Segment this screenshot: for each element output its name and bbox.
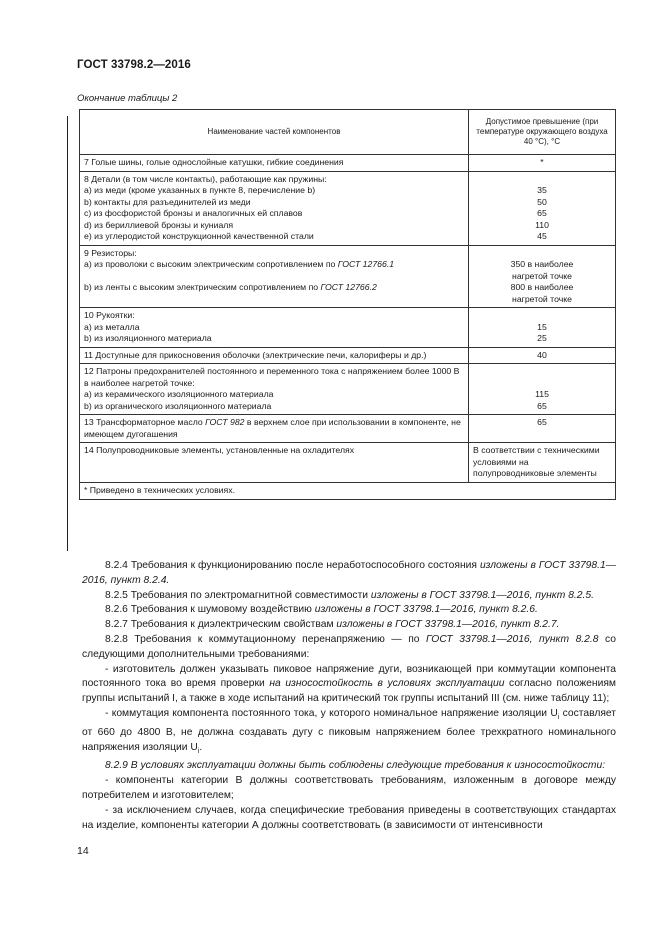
row9-b-value-1: 800 в наиболее xyxy=(510,282,574,292)
row8-d-value: 110 xyxy=(535,219,549,230)
row12-name xyxy=(80,364,469,415)
paragraph-8-2-7: 8.2.7 Требования к диэлектрическим свойствам изложены в ГОСТ 33798.1—2016, пункт 8.2.7. xyxy=(105,619,560,631)
row10-a: а) из металла xyxy=(84,321,140,332)
row9-values xyxy=(469,245,616,308)
row12-b-value: 65 xyxy=(537,400,547,411)
row9-name xyxy=(80,245,469,308)
table-row xyxy=(80,155,616,172)
row12-values xyxy=(469,364,616,415)
bullet-dc-switching: - коммутация компонента постоянного тока, у которого номинальное напряжение изоляции $U_i$ составляет от 660 до 4800 В, не должна создавать дугу с пиковым напряжением более трехкратного номинального напряжения изоляции $U_i$. xyxy=(82,707,617,755)
row8-b-value: 50 xyxy=(537,196,547,207)
table-row xyxy=(80,308,616,348)
row8-a: а) из меди (кроме указанных в пункте 8, перечисление b) xyxy=(84,185,316,195)
paragraph-8-2-9: 8.2.9 В условиях эксплуатации должны быть соблюдены следующие требования к износостойкости: xyxy=(105,760,606,772)
change-bar xyxy=(67,116,68,551)
table-row xyxy=(80,443,616,483)
col-header-name: Наименование частей компонентов xyxy=(80,110,469,155)
body-text xyxy=(82,559,616,833)
row9-b-value-2: нагретой точке xyxy=(512,293,572,304)
row14-value: В соответствии с техническими условиями на полупроводниковые элементы xyxy=(469,443,616,483)
row12-a-value: 115 xyxy=(535,389,549,399)
row13-value: 65 xyxy=(469,415,616,443)
row10-b: b) из изоляционного материала xyxy=(84,333,212,343)
table-header-row xyxy=(80,110,616,155)
paragraph-8-2-4: 8.2.4 Требования к функционированию после неработоспособного состояния изложены в ГОСТ 33798.1—2016, пункт 8.2.4. xyxy=(82,560,617,586)
row14-name: 14 Полупроводниковые элементы, установленные на охладителях xyxy=(80,443,469,483)
row8-c: c) из фосфористой бронзы и аналогичных ей сплавов xyxy=(84,208,303,218)
table-row xyxy=(80,245,616,308)
temperature-rise-table xyxy=(79,109,616,500)
row8-title: 8 Детали (в том числе контакты), работающие как пружины: xyxy=(84,173,327,184)
table-footnote-row xyxy=(80,483,616,500)
row9-a: а) из проволоки с высоким электрическим сопротивлением по ГОСТ 12766.1 xyxy=(84,259,395,269)
paragraph-8-2-8: 8.2.8 Требования к коммутационному перенапряжению — по ГОСТ 33798.1—2016, пункт 8.2.8 со следующими дополнительными требованиями: xyxy=(82,633,616,660)
row10-values xyxy=(469,308,616,348)
row7-name: 7 Голые шины, голые однослойные катушки, гибкие соединения xyxy=(80,155,469,172)
row11-name: 11 Доступные для прикосновения оболочки (электрические печи, калориферы и др.) xyxy=(80,347,469,364)
table-row xyxy=(80,347,616,364)
row12-a: а) из керамического изоляционного материала xyxy=(84,389,274,399)
bullet-arc-voltage: - изготовитель должен указывать пиковое напряжение дуги, возникающей при коммутации компонента постоянного тока во время проверки на износостойкость в условиях эксплуатации согласно положениям группы испытаний I, а также в ходе испытаний на критический ток группы испытаний III (см. ниже таблицу 11); xyxy=(82,663,617,705)
bullet-category-a: - за исключением случаев, когда специфические требования приведены в соответствующих стандартах на изделие, компоненты категории А должны соответствовать (в зависимости от интенсивности xyxy=(82,804,616,831)
row8-name xyxy=(80,171,469,245)
bullet-category-b: - компоненты категории В должны соответствовать требованиям, изложенным в договоре между потребителем и изготовителем; xyxy=(82,775,616,802)
row8-e-value: 45 xyxy=(537,231,547,241)
row8-d: d) из бериллиевой бронзы и куниаля xyxy=(84,219,234,230)
col-header-value: Допустимое превышение (при температуре окружающего воздуха 40 °С), °С xyxy=(469,110,616,155)
row8-c-value: 65 xyxy=(537,208,547,218)
row10-name xyxy=(80,308,469,348)
row9-a-value-2: нагретой точке xyxy=(512,270,572,281)
row10-a-value: 15 xyxy=(537,321,547,332)
row7-value: * xyxy=(469,155,616,172)
table-footnote: * Приведено в технических условиях. xyxy=(80,483,616,500)
paragraph-8-2-6: 8.2.6 Требования к шумовому воздействию изложены в ГОСТ 33798.1—2016, пункт 8.2.6. xyxy=(105,604,538,616)
table-caption: Окончание таблицы 2 xyxy=(77,93,178,104)
table-row xyxy=(80,415,616,443)
row13-name: 13 Трансформаторное масло ГОСТ 982 в верхнем слое при использовании в компоненте, не имеющем дугогашения xyxy=(80,415,469,443)
row9-title: 9 Резисторы: xyxy=(84,247,137,258)
row12-b: b) из органического изоляционного материала xyxy=(84,400,272,411)
row8-values xyxy=(469,171,616,245)
paragraph-8-2-5: 8.2.5 Требования по электромагнитной совместимости изложены в ГОСТ 33798.1—2016, пункт 8.2.5. xyxy=(105,589,594,601)
row8-e: e) из углеродистой конструкционной качественной стали xyxy=(84,231,314,241)
row10-title: 10 Рукоятки: xyxy=(84,310,135,320)
page-number: 14 xyxy=(77,845,89,857)
table-row xyxy=(80,364,616,415)
row8-b: b) контакты для разъединителей из меди xyxy=(84,196,251,207)
row12-title: 12 Патроны предохранителей постоянного и переменного тока с напряжением более 1000 В в наиболее нагретой точке: xyxy=(84,366,460,388)
table-row xyxy=(80,171,616,245)
row9-b: b) из ленты с высоким электрическим сопротивлением по ГОСТ 12766.2 xyxy=(84,282,377,292)
row11-value: 40 xyxy=(469,347,616,364)
document-header: ГОСТ 33798.2—2016 xyxy=(77,59,191,71)
row9-a-value-1: 350 в наиболее xyxy=(510,259,574,269)
row10-b-value: 25 xyxy=(537,333,547,343)
row8-a-value: 35 xyxy=(537,185,547,195)
